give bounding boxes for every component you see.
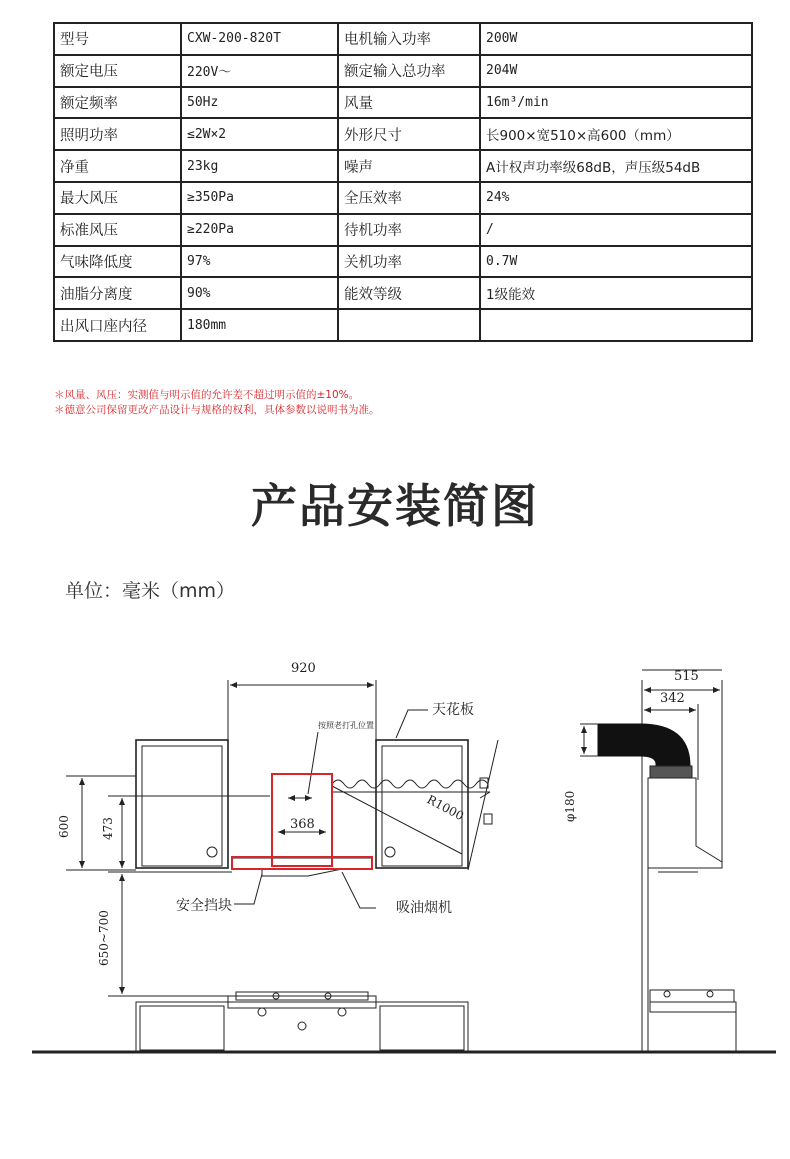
label-ceiling: 天花板 <box>432 702 474 718</box>
label-wall-hole: 按照老打孔位置 <box>318 721 374 730</box>
dim-515: 515 <box>674 669 699 684</box>
spec-value: 长900×宽510×高600（mm） <box>480 118 752 150</box>
spec-key: 气味降低度 <box>54 246 181 278</box>
spec-value: / <box>480 214 752 246</box>
spec-key: 外形尺寸 <box>338 118 480 150</box>
spec-key: 额定电压 <box>54 55 181 87</box>
spec-key: 最大风压 <box>54 182 181 214</box>
spec-value: 200W <box>480 23 752 55</box>
spec-key: 全压效率 <box>338 182 480 214</box>
footnote-tolerance: ＊风量、风压：实测值与明示值的允许差不超过明示值的±10%。 <box>54 389 360 401</box>
dim-342: 342 <box>660 691 685 706</box>
spec-value: ≥350Pa <box>181 182 338 214</box>
spec-value: 90% <box>181 277 338 309</box>
spec-row <box>54 55 752 87</box>
spec-value <box>480 309 752 341</box>
spec-value: 180mm <box>181 309 338 341</box>
spec-row <box>54 150 752 182</box>
spec-key: 额定频率 <box>54 87 181 119</box>
spec-key: 电机输入功率 <box>338 23 480 55</box>
spec-key: 能效等级 <box>338 277 480 309</box>
spec-value: 0.7W <box>480 246 752 278</box>
spec-row <box>54 277 752 309</box>
unit-label: 单位：毫米（mm） <box>65 580 236 602</box>
dim-473: 473 <box>101 817 115 840</box>
spec-key: 净重 <box>54 150 181 182</box>
dim-920: 920 <box>291 661 316 676</box>
spec-row <box>54 118 752 150</box>
left-wall-cabinet <box>136 740 228 868</box>
dim-r1000: R1000 <box>424 792 467 824</box>
spec-value: 24% <box>480 182 752 214</box>
dim-phi180: φ180 <box>563 790 577 822</box>
spec-row <box>54 23 752 55</box>
spec-row <box>54 214 752 246</box>
dim-650-700: 650~700 <box>97 910 111 966</box>
footnote-rights: ＊德意公司保留更改产品设计与规格的权利，具体参数以说明书为准。 <box>54 404 380 416</box>
spec-value: ≤2W×2 <box>181 118 338 150</box>
spec-value: 97% <box>181 246 338 278</box>
spec-key: 噪声 <box>338 150 480 182</box>
spec-value: 220V～ <box>181 55 338 87</box>
installation-drawing <box>0 640 790 1070</box>
footnotes <box>54 388 380 418</box>
label-hood: 吸油烟机 <box>396 900 452 916</box>
spec-key: 额定输入总功率 <box>338 55 480 87</box>
spec-table-body <box>54 23 752 341</box>
spec-row <box>54 182 752 214</box>
spec-value: 50Hz <box>181 87 338 119</box>
label-safety-block: 安全挡块 <box>176 898 232 914</box>
section-heading: 产品安装简图 <box>251 479 539 533</box>
spec-table <box>53 22 753 342</box>
spec-key: 待机功率 <box>338 214 480 246</box>
spec-key: 出风口座内径 <box>54 309 181 341</box>
spec-row <box>54 87 752 119</box>
spec-value: 1级能效 <box>480 277 752 309</box>
exhaust-duct-coil <box>332 780 488 788</box>
dim-368: 368 <box>290 817 315 832</box>
safety-block-highlight <box>232 857 372 869</box>
spec-value: 204W <box>480 55 752 87</box>
spec-key: 风量 <box>338 87 480 119</box>
spec-value: 16m³/min <box>480 87 752 119</box>
spec-key: 照明功率 <box>54 118 181 150</box>
spec-key: 型号 <box>54 23 181 55</box>
spec-key: 油脂分离度 <box>54 277 181 309</box>
spec-value: 23kg <box>181 150 338 182</box>
spec-key: 关机功率 <box>338 246 480 278</box>
spec-value: A计权声功率级68dB，声压级54dB <box>480 150 752 182</box>
spec-key: 标准风压 <box>54 214 181 246</box>
spec-row <box>54 309 752 341</box>
spec-key <box>338 309 480 341</box>
spec-value: CXW-200-820T <box>181 23 338 55</box>
dim-600: 600 <box>57 815 71 838</box>
spec-row <box>54 246 752 278</box>
spec-value: ≥220Pa <box>181 214 338 246</box>
